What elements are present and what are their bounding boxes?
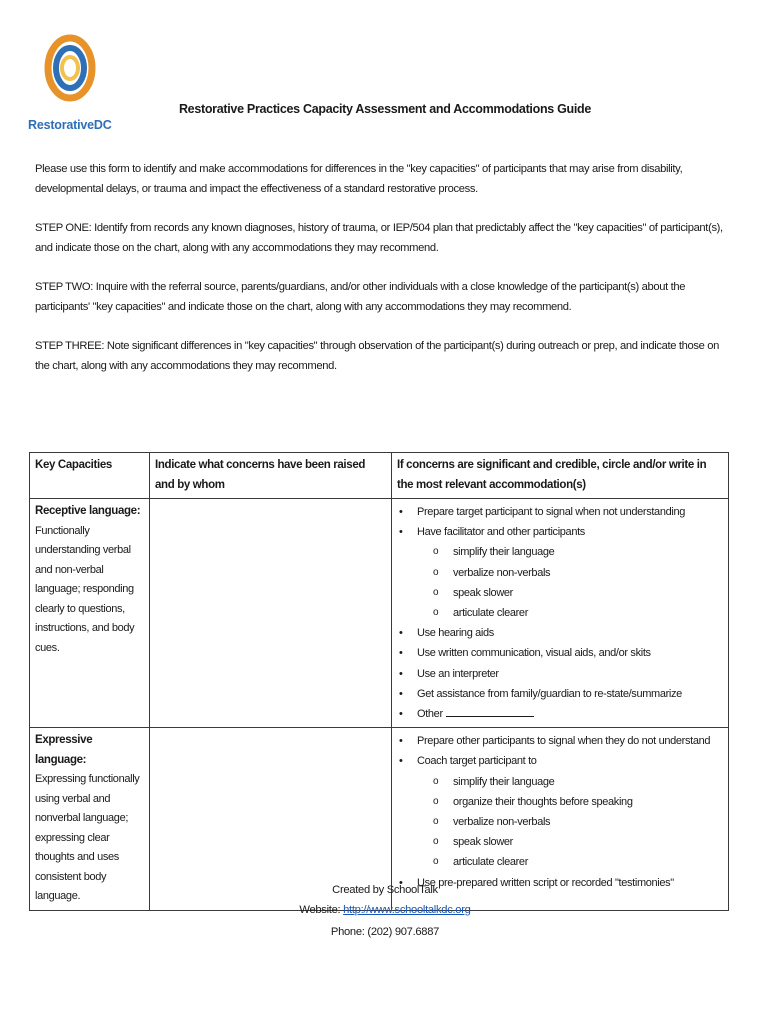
- accommodation-text: Use an interpreter: [417, 667, 499, 680]
- accommodation-text: organize their thoughts before speaking: [453, 795, 633, 808]
- accommodation-subitem[interactable]: [397, 832, 723, 852]
- restorativedc-logo: [28, 34, 112, 134]
- accommodations-list: [397, 731, 723, 893]
- table-row-receptive-language: [30, 499, 729, 728]
- accommodation-text: articulate clearer: [453, 607, 529, 620]
- website-link[interactable]: http://www.schooltalkdc.org: [343, 904, 471, 916]
- footer-created-by: Created by SchoolTalk: [332, 884, 438, 896]
- accommodation-item[interactable]: [397, 623, 723, 643]
- intro-paragraph: Please use this form to identify and make accommodations for differences in the "key capacities" of participants that may arise from disability, developmental delays, or trauma and impact the effectiveness of a standard restorative process.: [35, 163, 683, 195]
- accommodation-item[interactable]: [397, 643, 723, 663]
- logo-rings-icon: [44, 34, 96, 102]
- logo-wordmark: RestorativeDC: [28, 118, 112, 132]
- accommodation-subitem[interactable]: [397, 603, 723, 623]
- accommodation-text: verbalize non-verbals: [453, 566, 551, 579]
- concerns-cell[interactable]: [150, 499, 392, 728]
- accommodation-item[interactable]: [397, 522, 723, 542]
- step-three-paragraph: STEP THREE: Note significant differences in "key capacities" through observation of the participant(s) during outreach or prep, and indicate those on the chart, along with any accommodations they may recommend.: [35, 340, 720, 372]
- capacities-table: [29, 452, 729, 911]
- accommodation-text: speak slower: [453, 586, 513, 599]
- accommodation-text: Other: [417, 708, 443, 721]
- accommodation-text: Use pre-prepared written script or recorded "testimonies": [417, 876, 674, 889]
- website-label: Website:: [299, 904, 344, 916]
- accommodation-item[interactable]: [397, 684, 723, 704]
- accommodation-subitem[interactable]: [397, 792, 723, 812]
- capacity-cell: [30, 499, 150, 728]
- accommodation-text: simplify their language: [453, 775, 555, 788]
- header-concerns: Indicate what concerns have been raised and by whom: [150, 453, 392, 499]
- accommodation-subitem[interactable]: [397, 583, 723, 603]
- capacity-name: Receptive language:: [35, 505, 141, 517]
- accommodation-text: Use written communication, visual aids, and/or skits: [417, 647, 651, 660]
- accommodation-text: Get assistance from family/guardian to re-state/summarize: [417, 687, 682, 700]
- accommodation-text: verbalize non-verbals: [453, 816, 551, 829]
- accommodation-subitem[interactable]: [397, 812, 723, 832]
- step-one-paragraph: STEP ONE: Identify from records any known diagnoses, history of trauma, or IEP/504 plan that predictably affect the "key capacities" of participant(s), and indicate those on the chart, along with any accommodations they may recommend.: [35, 222, 723, 254]
- accommodations-list: [397, 502, 723, 724]
- footer-phone: Phone: (202) 907.6887: [330, 926, 440, 938]
- accommodation-item[interactable]: [397, 664, 723, 684]
- accommodation-item[interactable]: [397, 731, 723, 751]
- other-write-in-line[interactable]: [446, 706, 534, 717]
- footer-website: [0, 900, 770, 920]
- capacity-name: Expressive language:: [35, 734, 93, 766]
- accommodation-item[interactable]: [397, 751, 723, 771]
- accommodation-text: simplify their language: [453, 546, 555, 559]
- accommodation-item[interactable]: [397, 502, 723, 522]
- accommodation-subitem[interactable]: [397, 542, 723, 562]
- table-header-row: [30, 453, 729, 499]
- accommodation-text: Prepare target participant to signal when not understanding: [417, 506, 685, 518]
- accommodation-subitem[interactable]: [397, 852, 723, 872]
- header-key-capacities: Key Capacities: [30, 453, 150, 499]
- accommodation-item[interactable]: [397, 704, 723, 724]
- accommodation-subitem[interactable]: [397, 772, 723, 792]
- accommodation-subitem[interactable]: [397, 563, 723, 583]
- capacity-description: Functionally understanding verbal and non-verbal language; responding clearly to questions, instructions, and body cues.: [35, 524, 135, 654]
- accommodation-text: Use hearing aids: [417, 627, 494, 640]
- accommodation-text: Have facilitator and other participants: [417, 526, 585, 539]
- step-two-paragraph: STEP TWO: Inquire with the referral source, parents/guardians, and/or other individuals with a close knowledge of the participant(s) about the participants' "key capacities" and indicate those on the chart, along with any accommodations they may recommend.: [35, 281, 686, 313]
- accommodation-text: articulate clearer: [453, 856, 529, 869]
- document-title: Restorative Practices Capacity Assessment and Accommodations Guide: [178, 102, 592, 116]
- accommodation-text: Coach target participant to: [417, 755, 537, 768]
- header-accommodations: If concerns are significant and credible, circle and/or write in the most relevant accommodation(s): [392, 453, 729, 499]
- accommodation-text: speak slower: [453, 836, 513, 849]
- accommodations-cell: [392, 499, 729, 728]
- accommodation-text: Prepare other participants to signal when they do not understand: [417, 735, 711, 748]
- capacity-description: Expressing functionally using verbal and nonverbal language; expressing clear thoughts and uses consistent body language.: [35, 773, 140, 903]
